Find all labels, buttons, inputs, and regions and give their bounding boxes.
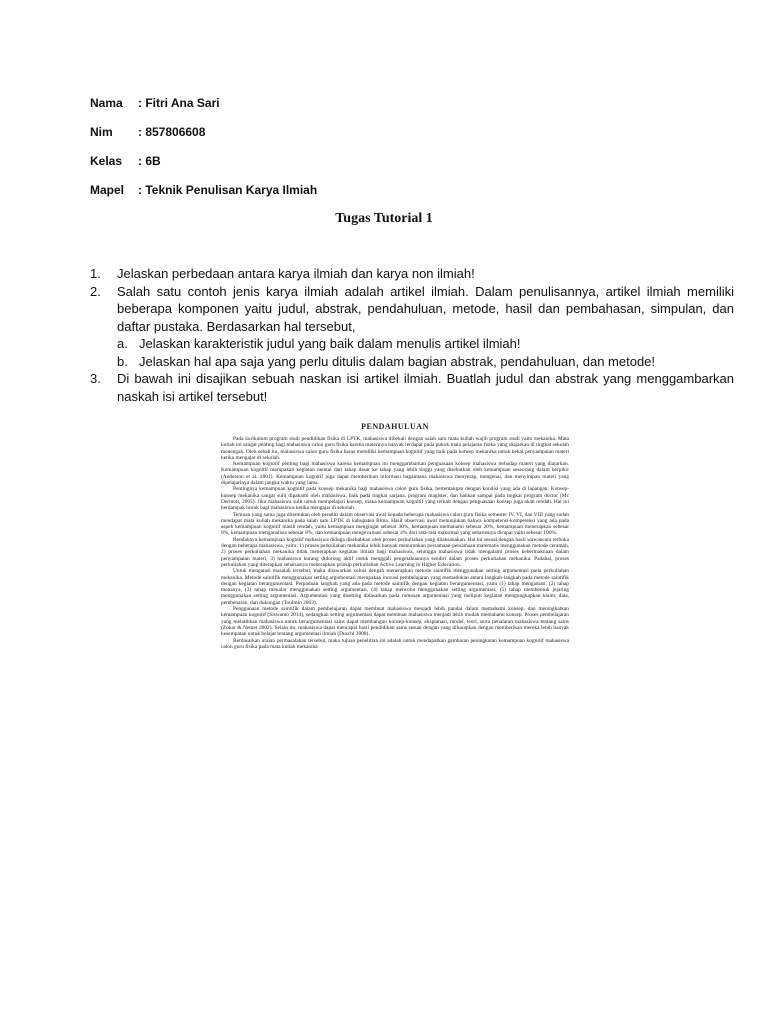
article-paragraph: Pentingnya kemampuan kognitif pada konsep mekanika bagi mahasiswa calon guru fisika, bertentangan dengan kondisi yang ada di lapangan. Konsep-konsep mekanika sangat sulit dipahami oleh mahasiswa, baik pada tingkat sarjana, program magister, dan bahkan sampai pada tingkat program doctor (Mc Dermott, 2005). Jika mahasiswa sulit untuk mempelajari konsep, maka kemampuan kognitif yang terkait dengan penguasaan konsep juga akan rendah. Hal ini berdampak buruk bagi mahasiswa ketika mengajar di sekolah. [221,486,569,512]
info-label: Kelas [90,154,123,168]
article-body [221,436,569,650]
task-item-2 [90,283,734,371]
info-value: : Fitri Ana Sari [138,96,220,110]
task-number: 2. [90,283,101,299]
task-list [90,265,734,405]
info-label: Nim [90,125,113,139]
sub-task-text: Jelaskan karakteristik judul yang baik dalam menulis artikel ilmiah! [139,336,521,351]
article-paragraph: Untuk mengatasi masalah tersebut, maka ditawarkan solusi dengan menerapkan metode saintifik menggunakan setting argumentasi pada perkuliahan mekanika. Metode saintifik menggunakan setting argumentasi merupakan inovasi pembelajaran yang memadukan antara langkah-langkah pada metode saintifik dengan kegiatan berargumentasi. Perpaduan langkah yang ada pada metode saintifik dengan kegiatan berargumentasi, yaitu (1) tahap mengamati, (2) tahap menanya, (3) tahap menalar menggunakan setting argumentasi, (4) tahap mencoba menggunakan setting argumentasi, (5) tahap membentuk jejaring menggunakan setting argumentasi. Argumentasi yang disetting didasarkan pada rumusan argumentasi yang meliputi kegiatan mengungkapkan klaim, data, pembenaran, dan dukungan (Toulmin 2003). [221,568,569,606]
document-title: Tugas Tutorial 1 [335,211,433,226]
article-excerpt-image [221,422,569,845]
article-paragraph: Berdasarkan uraian permasalahan tersebut, maka tujuan penelitian ini adalah untuk mendapatkan gambaran peningkatan kemampuan kognitif mahasiswa calon guru fisika pada mata kuliah mekanika [221,637,569,650]
article-paragraph: Temuan yang sama juga ditemukan oleh peneliti dalam observasi awal kepada beberapa mahasiswa calon guru fisika semester IV, VI, dan VIII yang sudah mendapat mata kuliah mekanika pada salah satu LPTK di kabupaten Bima. Hasil observasi awal menunjukan bahwa kompetensi-kompetensi yang ada pada aspek kemampuan kognitif masih rendah, yaitu kemampuan mengingat sebesar 30%, kemampuan memahami sebesar 20%, kemampuan menerapkan sebesar 9%, kemampuan menganalisis sebesar 8%, dan kemampuan mengevaluasi sebesar 4% dari rata-rata maksimal yang seharusnya dicapai yaitu sebesar 100%. [221,511,569,537]
article-paragraph: Kemampuan kognitif penting bagi mahasiswa karena kemampuan ini menggambarkan penguasaan konsep mahasiswa terhadap materi yang diajarkan. Kemampuan kognitif merupakan kegiatan mental dari tahap dasar ke tahap yang lebih tinggi yang disebutkan oleh kemampuan seseorang dalam berpikir (Anderson et al. 2001). Kemampuan kognitif juga dapat memberikan informasi bagaimana mahasiswa menyerap, mengenai, dan menyimpan materi yang dipelajarinya dalam jangka waktu yang lama. [221,461,569,487]
sub-task-b [117,353,734,371]
info-label: Nama [90,96,123,110]
info-row-nama [90,96,220,110]
article-paragraph: Penggunaan metode saintifik dalam pembelajaran dapat membuat mahasiswa menjadi lebih pandai dalam memahami konsep, dan meningkatkan kemampuan kognitif (Siswanto 2014), sedangkan setting argumentasi dapat membuat mahasiswa menjadi lebih mudah memahami konsep. Proses pembelajaran yang melatihkan mahasiswa untuk berargumentasi sains dapat membangun konsep-konsep, eksplanasi, model, teori, serta penalaran mahasiswa tentang sains (Zohar & Nemet 2002). Selain itu, mahasiswa dapat mencapai hasil pendidikan sains sesuai dengan yang diharapkan dengan memberikan mereka lebih banyak kesempatan untuk belajar tentang argumentasi ilmiah (Duschl 2008). [221,606,569,638]
task-text: Salah satu contoh jenis karya ilmiah adalah artikel ilmiah. Dalam penulisannya, artikel ilmiah memiliki beberapa komponen yaitu judul, abstrak, pendahuluan, metode, hasil dan pembahasan, simpulan, dan daftar pustaka. Berdasarkan hal tersebut, [117,283,734,334]
sub-task-a [117,335,734,353]
task-text: Di bawah ini disajikan sebuah naskan isi artikel ilmiah. Buatlah judul dan abstrak yang menggambarkan naskah isi artikel tersebut! [117,371,734,404]
info-label: Mapel [90,183,125,197]
task-text: Jelaskan perbedaan antara karya ilmiah dan karya non ilmiah! [117,266,475,281]
sub-task-text: Jelaskan hal apa saja yang perlu ditulis dalam bagian abstrak, pendahuluan, dan metode! [139,353,656,369]
info-row-mapel [90,183,317,197]
task-item-3 [90,370,734,405]
article-paragraph: Pada kurikulum program studi pendidikan fisika di LPTK, mahasiswa dibekali dengan salah satu mata kuliah wajib program studi yaitu mekanika. Mata kuliah ini sangat penting bagi mahasiswa calon guru fisika karena materinya banyak terdapat pada pokok mata pelajaran fisika yang diajarkan di tingkat sekolah menengah. Oleh sebab itu, mahasiswa calon guru fisika harus memiliki kemampuan kognitif yang baik pada konsep mekanika untuk bekal penyampaian materi ketika mengajar di sekolah. [221,436,569,461]
sub-task-letter: b. [117,353,128,369]
sub-task-letter: a. [117,336,128,351]
info-value: : 857806608 [138,125,206,139]
article-heading: PENDAHULUAN [361,422,429,431]
task-item-1 [90,265,734,283]
info-row-kelas [90,154,161,168]
task-number: 3. [90,371,101,386]
info-value: : Teknik Penulisan Karya Ilmiah [138,183,318,197]
task-number: 1. [90,266,101,281]
article-paragraph: Rendahnya kemampuan kognitif mahasiswa diduga disebabkan oleh proses perkuliahan yang dilaksanakan. Hal ini sesuai dengan hasil wawancara terbuka dengan beberapa mahasiswa, yaitu: 1) proses perkuliahan mekanika lebih banyak menurunkan persamaan-persamaan matematis menggunakan metode ceramah, 2) proses perkuliahan mekanika tidak menerapkan kegiatan ilmiah bagi mahasiswa, sehingga mahasiswa tidak mengalami proses kebermaknaan dalam penyampaian materi, 3) mahasiswa kurang didorong aktif untuk menggali pengetahuannya sendiri dalam proses perkuliahan mekanika. Padahal, proses perkuliahan yang diterapkan seharusnya menerapkan prinsip perkuliahan Active Learning in Higher Education. [221,536,569,568]
info-row-nim [90,125,205,139]
info-value: : 6B [138,154,161,168]
